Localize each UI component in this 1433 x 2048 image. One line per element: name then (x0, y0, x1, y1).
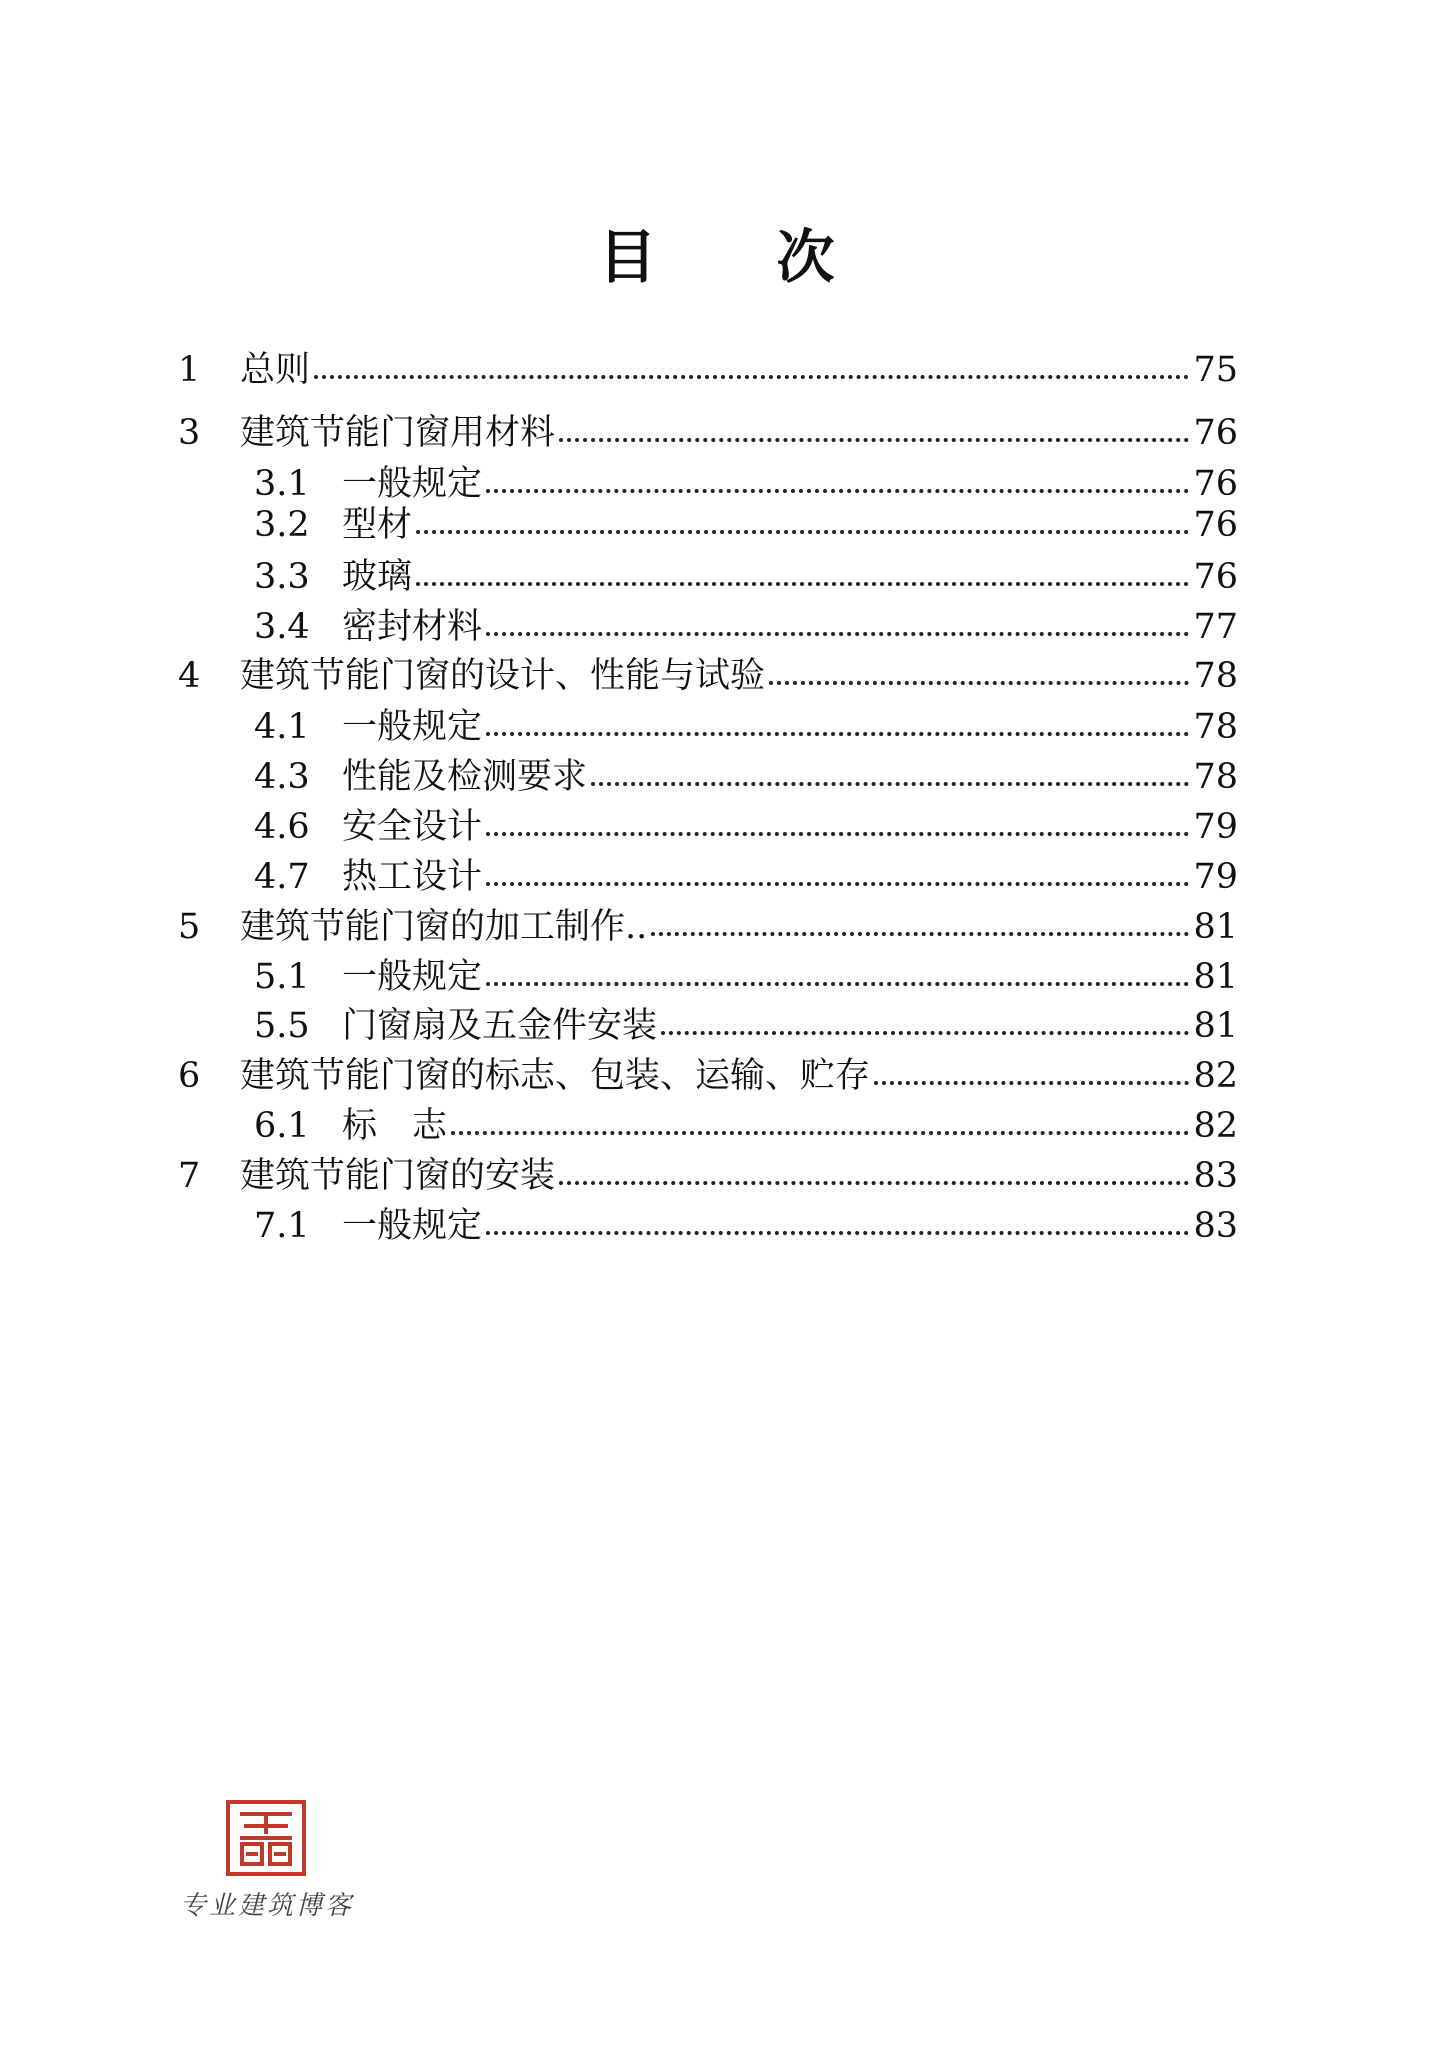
toc-entry (254, 752, 1238, 802)
toc-entry-label: 建筑节能门窗的设计、性能与试验 (240, 656, 766, 696)
toc-entry-page: 75 (1193, 350, 1238, 390)
toc-entry-number: 6.1 (254, 1106, 310, 1146)
toc-entry-label: 玻璃 (342, 557, 413, 597)
toc-entry-page: 81 (1193, 1006, 1238, 1046)
toc-entry (254, 952, 1238, 1002)
toc-entry-number: 5.5 (254, 1006, 310, 1046)
toc-leader-dots (486, 974, 1189, 986)
toc-entry (254, 702, 1238, 752)
toc-entry-label: 门窗扇及五金件安装 (342, 1006, 658, 1046)
toc-entry-number: 3 (178, 413, 201, 453)
toc-leader-dots (591, 774, 1189, 786)
toc-entry-number: 6 (178, 1056, 201, 1096)
toc-entry-number: 1 (178, 350, 201, 390)
toc-entry (254, 1001, 1238, 1051)
toc-entry-label: 建筑节能门窗用材料 (240, 413, 556, 453)
toc-entry-number: 5 (178, 907, 201, 947)
toc-entry-page: 79 (1193, 857, 1238, 897)
toc-entry-label: 建筑节能门窗的安装 (240, 1156, 556, 1196)
toc-entry-number: 7 (178, 1156, 201, 1196)
toc-leader-dots (559, 430, 1189, 442)
toc-entry (254, 852, 1238, 902)
toc-leader-dots (486, 481, 1189, 493)
toc-entry-page: 76 (1193, 557, 1238, 597)
toc-entry-page: 77 (1193, 607, 1238, 647)
toc-leader-dots (559, 1173, 1189, 1185)
toc-entry-page: 78 (1193, 757, 1238, 797)
toc-leader-dots (486, 824, 1189, 836)
toc-entry (178, 408, 1238, 458)
toc-entry-number: 4 (178, 656, 201, 696)
toc-entry-label: 热工设计 (342, 857, 483, 897)
watermark-text: 专业建筑博客 (180, 1891, 355, 1921)
toc-entry-page: 82 (1193, 1106, 1238, 1146)
toc-entry-label: 建筑节能门窗的加工制作.. (240, 907, 648, 947)
toc-entry-label: 密封材料 (342, 607, 483, 647)
toc-entry-label: 一般规定 (342, 957, 483, 997)
toc-entry (254, 602, 1238, 652)
toc-entry (178, 345, 1238, 395)
toc-entry-label: 型材 (342, 505, 413, 545)
page-title (0, 210, 1433, 294)
toc-leader-dots (874, 1073, 1189, 1085)
toc-entry (254, 802, 1238, 852)
toc-entry-page: 83 (1193, 1206, 1238, 1246)
toc-entry-page: 79 (1193, 807, 1238, 847)
toc-leader-dots (661, 1023, 1189, 1035)
toc-leader-dots (451, 1123, 1189, 1135)
toc-entry-number: 3.4 (254, 607, 310, 647)
toc-entry-label: 标 志 (342, 1106, 448, 1146)
toc-entry (178, 651, 1238, 701)
toc-leader-dots (416, 522, 1189, 534)
toc-entry (178, 1151, 1238, 1201)
toc-entry (178, 902, 1238, 952)
toc-entry-page: 81 (1193, 957, 1238, 997)
toc-entry-page: 76 (1193, 413, 1238, 453)
toc-entry-page: 83 (1193, 1156, 1238, 1196)
toc-entry-page: 82 (1193, 1056, 1238, 1096)
toc-entry-number: 4.1 (254, 707, 310, 747)
toc-entry-label: 安全设计 (342, 807, 483, 847)
toc-entry-page: 81 (1193, 907, 1238, 947)
toc-entry-label: 性能及检测要求 (342, 757, 588, 797)
toc-leader-dots (486, 1223, 1189, 1235)
toc-leader-dots (486, 624, 1189, 636)
toc-leader-dots (314, 367, 1189, 379)
toc-entry-number: 3.2 (254, 505, 310, 545)
toc-leader-dots (769, 673, 1189, 685)
toc-entry-number: 4.6 (254, 807, 310, 847)
toc-entry-page: 76 (1193, 505, 1238, 545)
toc-leader-dots (486, 724, 1189, 736)
toc-entry-label: 总则 (240, 350, 311, 390)
toc-entry-page: 76 (1193, 464, 1238, 504)
toc-entry-number: 7.1 (254, 1206, 310, 1246)
toc-entry-number: 3.3 (254, 557, 310, 597)
toc-entry-label: 建筑节能门窗的标志、包装、运输、贮存 (240, 1056, 871, 1096)
toc-entry-number: 3.1 (254, 464, 310, 504)
toc-entry-page: 78 (1193, 656, 1238, 696)
toc-entry-label: 一般规定 (342, 707, 483, 747)
toc-leader-dots (416, 574, 1189, 586)
title-char-1: 目 (598, 223, 657, 291)
toc-entry-number: 4.3 (254, 757, 310, 797)
toc-entry (254, 1101, 1238, 1151)
toc-entry-page: 78 (1193, 707, 1238, 747)
toc-entry (254, 500, 1238, 550)
watermark-seal-icon (226, 1800, 306, 1876)
toc-entry-number: 5.1 (254, 957, 310, 997)
toc-entry (178, 1051, 1238, 1101)
toc-entry-number: 4.7 (254, 857, 310, 897)
toc-leader-dots (486, 874, 1189, 886)
toc-entry-label: 一般规定 (342, 464, 483, 504)
title-char-2: 次 (776, 223, 835, 291)
toc-entry (254, 552, 1238, 602)
toc-entry (254, 1201, 1238, 1251)
toc-entry-label: 一般规定 (342, 1206, 483, 1246)
toc-leader-dots (651, 924, 1189, 936)
